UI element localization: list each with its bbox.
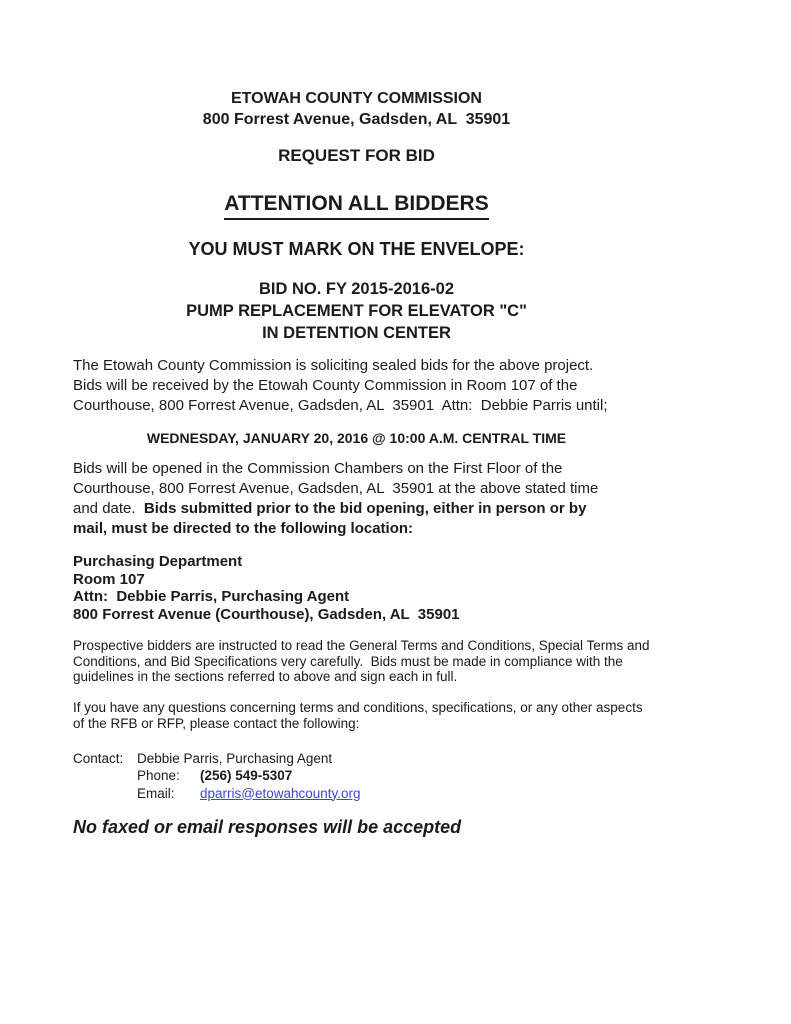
questions-paragraph [73,700,643,731]
paragraph-regular-text: and date. [73,500,144,517]
contact-label: Contact: [73,750,124,766]
email-label: Email: [137,785,175,801]
paragraph-line: Prospective bidders are instructed to read the General Terms and Conditions, Special Terms and [73,638,650,653]
paragraph-bold-line: mail, must be directed to the following location: [73,520,414,537]
delivery-location-block [73,553,640,623]
paragraph-line-mixed [73,499,640,519]
envelope-instruction-heading: YOU MUST MARK ON THE ENVELOPE: [188,239,525,259]
org-name: ETOWAH COUNTY COMMISSION [231,90,482,107]
paragraph-line: Bids will be opened in the Commission Chambers on the First Floor of the [73,460,563,477]
paragraph-line: guidelines in the sections referred to above and sign each in full. [73,669,458,685]
paragraph-line: Courthouse, 800 Forrest Avenue, Gadsden, AL 35901 at the above stated time [73,480,599,497]
location-attn-line: Attn: Debbie Parris, Purchasing Agent [73,588,350,605]
bid-deadline-line: WEDNESDAY, JANUARY 20, 2016 @ 10:00 A.M. CENTRAL TIME [146,430,567,446]
bid-number-line: BID NO. FY 2015-2016-02 [258,280,455,298]
bid-title-block [73,278,640,344]
document-content [73,88,650,839]
attention-heading-wrap [73,191,640,220]
location-department-line: Purchasing Department [73,553,243,570]
paragraph-line: The Etowah County Commission is soliciting sealed bids for the above project. [73,357,594,374]
paragraph-line: If you have any questions concerning terms and conditions, specifications, or any other aspects [73,700,643,716]
email-cell [200,785,640,803]
location-address-line: 800 Forrest Avenue (Courthouse), Gadsden, AL 35901 [73,605,460,623]
paragraph-bold-text: Bids submitted prior to the bid opening, either in person or by [143,500,587,517]
phone-number: (256) 549-5307 [200,768,293,784]
instructions-paragraph [73,638,650,685]
document-header [73,88,640,130]
project-location-line: IN DETENTION CENTER [262,324,451,342]
paragraph-line: Conditions, and Bid Specifications very carefully. Bids must be made in compliance with the [73,653,623,669]
phone-label: Phone: [137,768,180,784]
project-title-line: PUMP REPLACEMENT FOR ELEVATOR "C" [186,302,527,320]
paragraph-line: Bids will be received by the Etowah County Commission in Room 107 of the [73,377,578,394]
contact-block [73,750,640,803]
paragraph-line: Courthouse, 800 Forrest Avenue, Gadsden, AL 35901 Attn: Debbie Parris until; [73,397,608,414]
opening-paragraph [73,459,640,539]
contact-name: Debbie Parris, Purchasing Agent [137,750,333,766]
contact-spacer [73,767,137,785]
email-link[interactable]: dparris@etowahcounty.org [200,785,361,801]
location-room-line: Room 107 [73,570,145,588]
attention-heading: ATTENTION ALL BIDDERS [224,191,488,220]
request-for-bid-title: REQUEST FOR BID [278,146,435,165]
org-address: 800 Forrest Avenue, Gadsden, AL 35901 [202,111,511,128]
contact-spacer [73,785,137,803]
paragraph-line: of the RFB or RFP, please contact the following: [73,715,360,731]
intro-paragraph [73,356,640,416]
no-fax-email-notice: No faxed or email responses will be accepted [73,817,462,838]
